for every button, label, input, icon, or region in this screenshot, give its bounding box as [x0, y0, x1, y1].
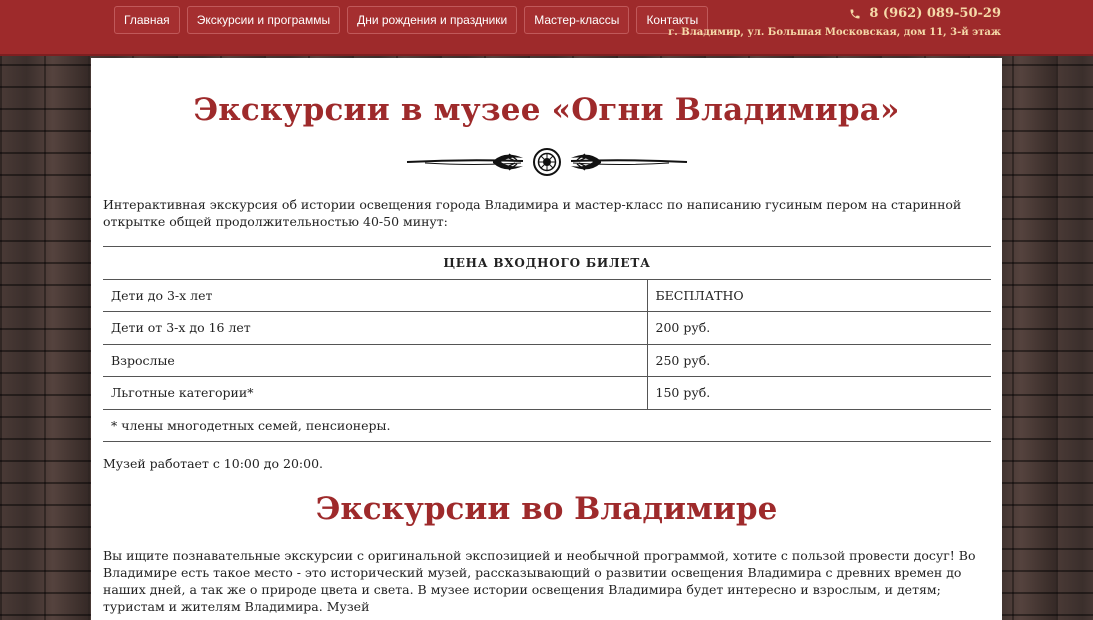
table-cell-category: Дети от 3-х до 16 лет — [103, 312, 647, 345]
table-footnote: * члены многодетных семей, пенсионеры. — [103, 409, 991, 442]
intro-text: Интерактивная экскурсия об истории освещения города Владимира и мастер-класс по написанию гусиным пером на старинной открытке общей продолжительностью 40-50 минут: — [103, 197, 962, 229]
page-title: Экскурсии в музее «Огни Владимира» — [193, 92, 900, 128]
phone-row — [668, 6, 1001, 21]
table-cell-price: 200 руб. — [647, 312, 991, 345]
table-cell-price: 150 руб. — [647, 377, 991, 410]
table-row — [103, 312, 991, 345]
table-cell-category: Взрослые — [103, 344, 647, 377]
nav-item-master-classes[interactable]: Мастер-классы — [524, 6, 629, 34]
address: г. Владимир, ул. Большая Московская, дом 11, 3-й этаж — [668, 27, 1001, 38]
table-cell-category: Льготные категории* — [103, 377, 647, 410]
main-nav — [114, 6, 708, 34]
table-cell-price: БЕСПЛАТНО — [647, 279, 991, 312]
nav-item-home[interactable]: Главная — [114, 6, 180, 34]
contact-block — [668, 6, 1001, 38]
table-row — [103, 279, 991, 312]
table-row — [103, 377, 991, 410]
ornament-divider-icon — [405, 146, 689, 178]
price-table — [103, 246, 991, 442]
phone-number[interactable]: 8 (962) 089-50-29 — [869, 6, 1001, 21]
description-paragraph: Вы ищите познавательные экскурсии с оригинальной экспозицией и необычной программой, хотите с пользой провести досуг! Во Владимире есть такое место - это исторический музей, рассказывающий о развитии освещения Владимира с древних времен до наших дней, а так же о природе цвета и света. В музее истории освещения Владимира будет интересно и взрослым, и детям; туристам и жителям Владимира. Музей — [103, 548, 976, 614]
nav-item-contacts[interactable]: Контакты — [636, 6, 708, 34]
nav-item-excursions[interactable]: Экскурсии и программы — [187, 6, 340, 34]
opening-hours: Музей работает с 10:00 до 20:00. — [103, 456, 323, 471]
table-cell-category: Дети до 3-х лет — [103, 279, 647, 312]
main-content — [91, 58, 1002, 620]
section-title: Экскурсии во Владимире — [315, 491, 778, 527]
table-cell-price: 250 руб. — [647, 344, 991, 377]
table-header-row — [103, 247, 991, 280]
table-footnote-row — [103, 409, 991, 442]
table-header: ЦЕНА ВХОДНОГО БИЛЕТА — [103, 247, 991, 280]
site-header — [0, 0, 1093, 56]
nav-item-birthdays[interactable]: Дни рождения и праздники — [347, 6, 517, 34]
table-row — [103, 344, 991, 377]
phone-icon — [849, 8, 861, 20]
